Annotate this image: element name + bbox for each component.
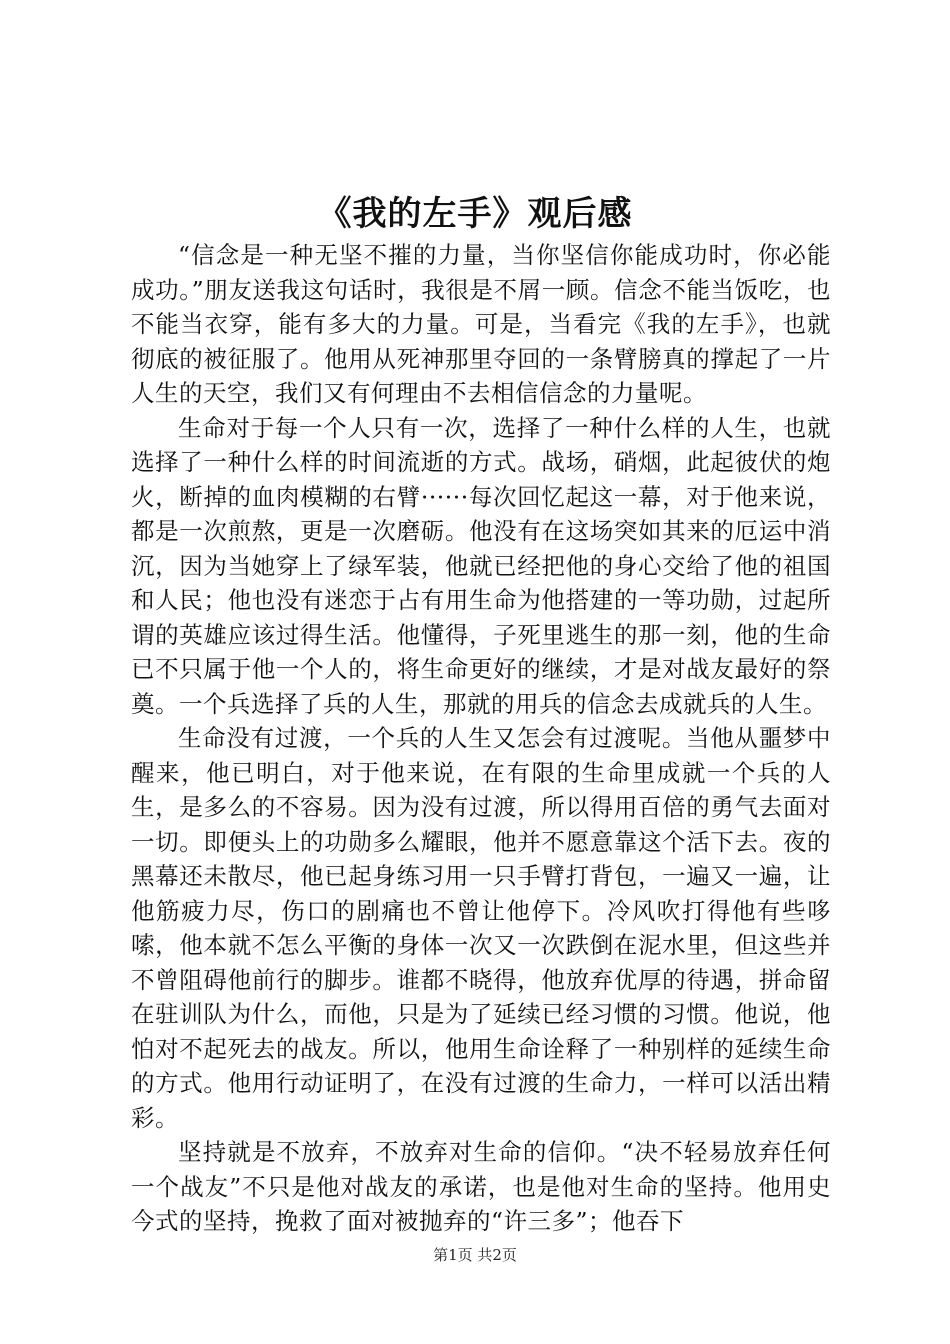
paragraph: 生命没有过渡，一个兵的人生又怎会有过渡呢。当他从噩梦中醒来，他已明白，对于他来说，在有限的生命里成就一个兵的人生，是多么的不容易。因为没有过渡，所以得用百倍的勇气去面对一切。即便头上的功勋多么耀眼，他并不愿意靠这个活下去。夜的黑幕还未散尽，他已起身练习用一只手臂打背包，一遍又一遍，让他筋疲力尽，伤口的剧痛也不曾让他停下。冷风吹打得他有些哆嗦，他本就不怎么平衡的身体一次又一次跌倒在泥水里，但这些并不曾阻碍他前行的脚步。谁都不晓得，他放弃优厚的待遇，拼命留在驻训队为什么，而他，只是为了延续已经习惯的习惯。他说，他怕对不起死去的战友。所以，他用生命诠释了一种别样的延续生命的方式。他用行动证明了，在没有过渡的生命力，一样可以活出精彩。 (131, 724, 831, 1132)
paragraph: 生命对于每一个人只有一次，选择了一种什么样的人生，也就选择了一种什么样的时间流逝的方式。战场，硝烟，此起彼伏的炮火，断掉的血肉模糊的右臂······每次回忆起这一幕，对于他来说，都是一次煎熬，更是一次磨砺。他没有在这场突如其来的厄运中消沉，因为当她穿上了绿军装，他就已经把他的身心交给了他的祖国和人民；他也没有迷恋于占有用生命为他搭建的一等功勋，过起所谓的英雄应该过得生活。他懂得，子死里逃生的那一刻，他的生命已不只属于他一个人的，将生命更好的继续，才是对战友最好的祭奠。一个兵选择了兵的人生，那就的用兵的信念去成就兵的人生。 (131, 413, 831, 718)
document-title: 《我的左手》观后感 (317, 194, 633, 234)
paragraph: 坚持就是不放弃，不放弃对生命的信仰。“决不轻易放弃任何一个战友”不只是他对战友的承诺，也是他对生命的坚持。他用史今式的坚持，挽救了面对被抛弃的“许三多”；他吞下 (131, 1138, 831, 1235)
page-number-footer: 第1页 共2页 (433, 1246, 517, 1264)
document-body (131, 238, 831, 1239)
paragraph: “信念是一种无坚不摧的力量，当你坚信你能成功时，你必能成功。”朋友送我这句话时，我很是不屑一顾。信念不能当饭吃，也不能当衣穿，能有多大的力量。可是，当看完《我的左手》，也就彻底的被征服了。他用从死神那里夺回的一条臂膀真的撑起了一片人生的天空，我们又有何理由不去相信信念的力量呢。 (131, 241, 831, 407)
